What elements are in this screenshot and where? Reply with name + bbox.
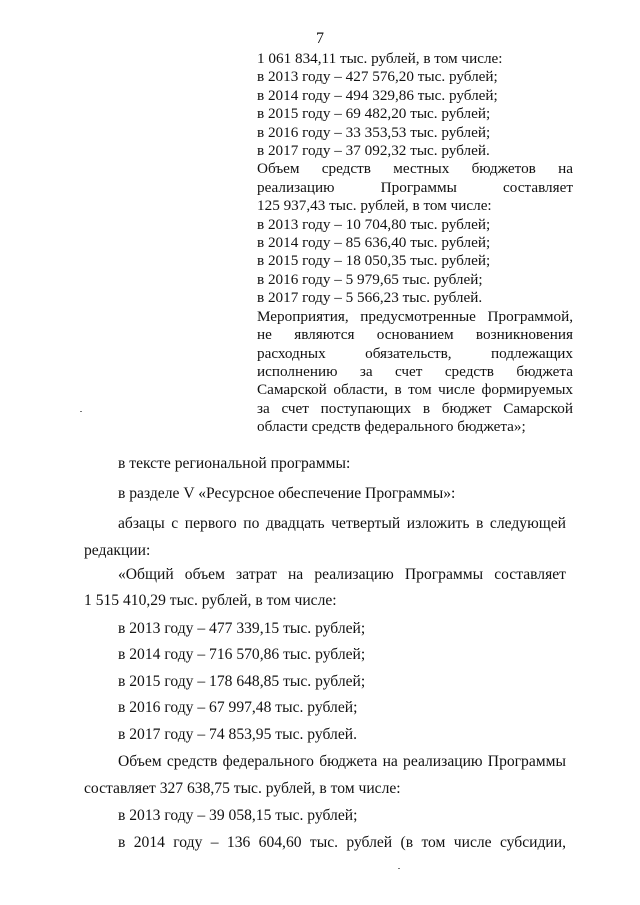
passport-line: в 2016 году – 5 979,65 тыс. рублей;	[257, 270, 483, 288]
page-number: 7	[316, 30, 324, 47]
paragraph-line: редакции:	[84, 542, 151, 559]
paragraph-line: в 2016 году – 67 997,48 тыс. рублей;	[118, 699, 358, 716]
passport-line: в 2016 году – 33 353,53 тыс. рублей;	[257, 123, 491, 141]
passport-line: области средств федерального бюджета»;	[257, 418, 526, 436]
passport-line: в 2013 году – 10 704,80 тыс. рублей;	[257, 215, 491, 233]
paragraph-line: в 2014 году – 716 570,86 тыс. рублей;	[118, 646, 366, 663]
passport-line: в 2017 году – 5 566,23 тыс. рублей.	[257, 289, 483, 307]
passport-line: реализацию Программы составляет	[257, 178, 573, 196]
passport-funding-block	[257, 50, 573, 437]
passport-line: в 2015 году – 18 050,35 тыс. рублей;	[257, 252, 491, 270]
passport-line: Объем средств местных бюджетов на	[257, 160, 573, 178]
paragraph-line: 1 515 410,29 тыс. рублей, в том числе:	[84, 592, 337, 609]
paragraph-line: Объем средств федерального бюджета на реализацию Программы	[118, 753, 566, 770]
paragraph-line: в 2015 году – 178 648,85 тыс. рублей;	[118, 673, 366, 690]
passport-line: Мероприятия, предусмотренные Программой,	[257, 307, 573, 325]
passport-line: в 2014 году – 85 636,40 тыс. рублей;	[257, 234, 491, 252]
paragraph-line: «Общий объем затрат на реализацию Программы составляет	[118, 566, 566, 583]
passport-line: в 2014 году – 494 329,86 тыс. рублей;	[257, 86, 498, 104]
paragraph-line: в 2013 году – 39 058,15 тыс. рублей;	[118, 807, 358, 824]
passport-line: расходных обязательств, подлежащих	[257, 344, 573, 362]
passport-line: не являются основанием возникновения	[257, 326, 573, 344]
paragraph-line: в 2013 году – 477 339,15 тыс. рублей;	[118, 620, 366, 637]
passport-line: 1 061 834,11 тыс. рублей, в том числе:	[257, 50, 503, 67]
paragraph-line: абзацы с первого по двадцать четвертый изложить в следующей	[118, 515, 566, 532]
paragraph-line: составляет 327 638,75 тыс. рублей, в том числе:	[84, 780, 401, 797]
passport-line: в 2017 году – 37 092,32 тыс. рублей.	[257, 142, 490, 160]
passport-line: за счет поступающих в бюджет Самарской	[257, 399, 573, 417]
passport-line: исполнению за счет средств бюджета	[257, 362, 573, 380]
passport-line: 125 937,43 тыс. рублей, в том числе:	[257, 197, 492, 215]
paragraph-line: в разделе V «Ресурсное обеспечение Программы»:	[118, 485, 456, 502]
scan-speck	[80, 411, 82, 412]
passport-line: Самарской области, в том числе формируемых	[257, 381, 573, 399]
scan-speck	[398, 868, 400, 869]
passport-line: в 2015 году – 69 482,20 тыс. рублей;	[257, 105, 491, 123]
paragraph-line: в 2017 году – 74 853,95 тыс. рублей.	[118, 726, 357, 743]
passport-line: в 2013 году – 427 576,20 тыс. рублей;	[257, 68, 498, 86]
paragraph-line: в 2014 году – 136 604,60 тыс. рублей (в том числе субсидии,	[118, 834, 566, 851]
paragraph-line: в тексте региональной программы:	[118, 455, 351, 472]
